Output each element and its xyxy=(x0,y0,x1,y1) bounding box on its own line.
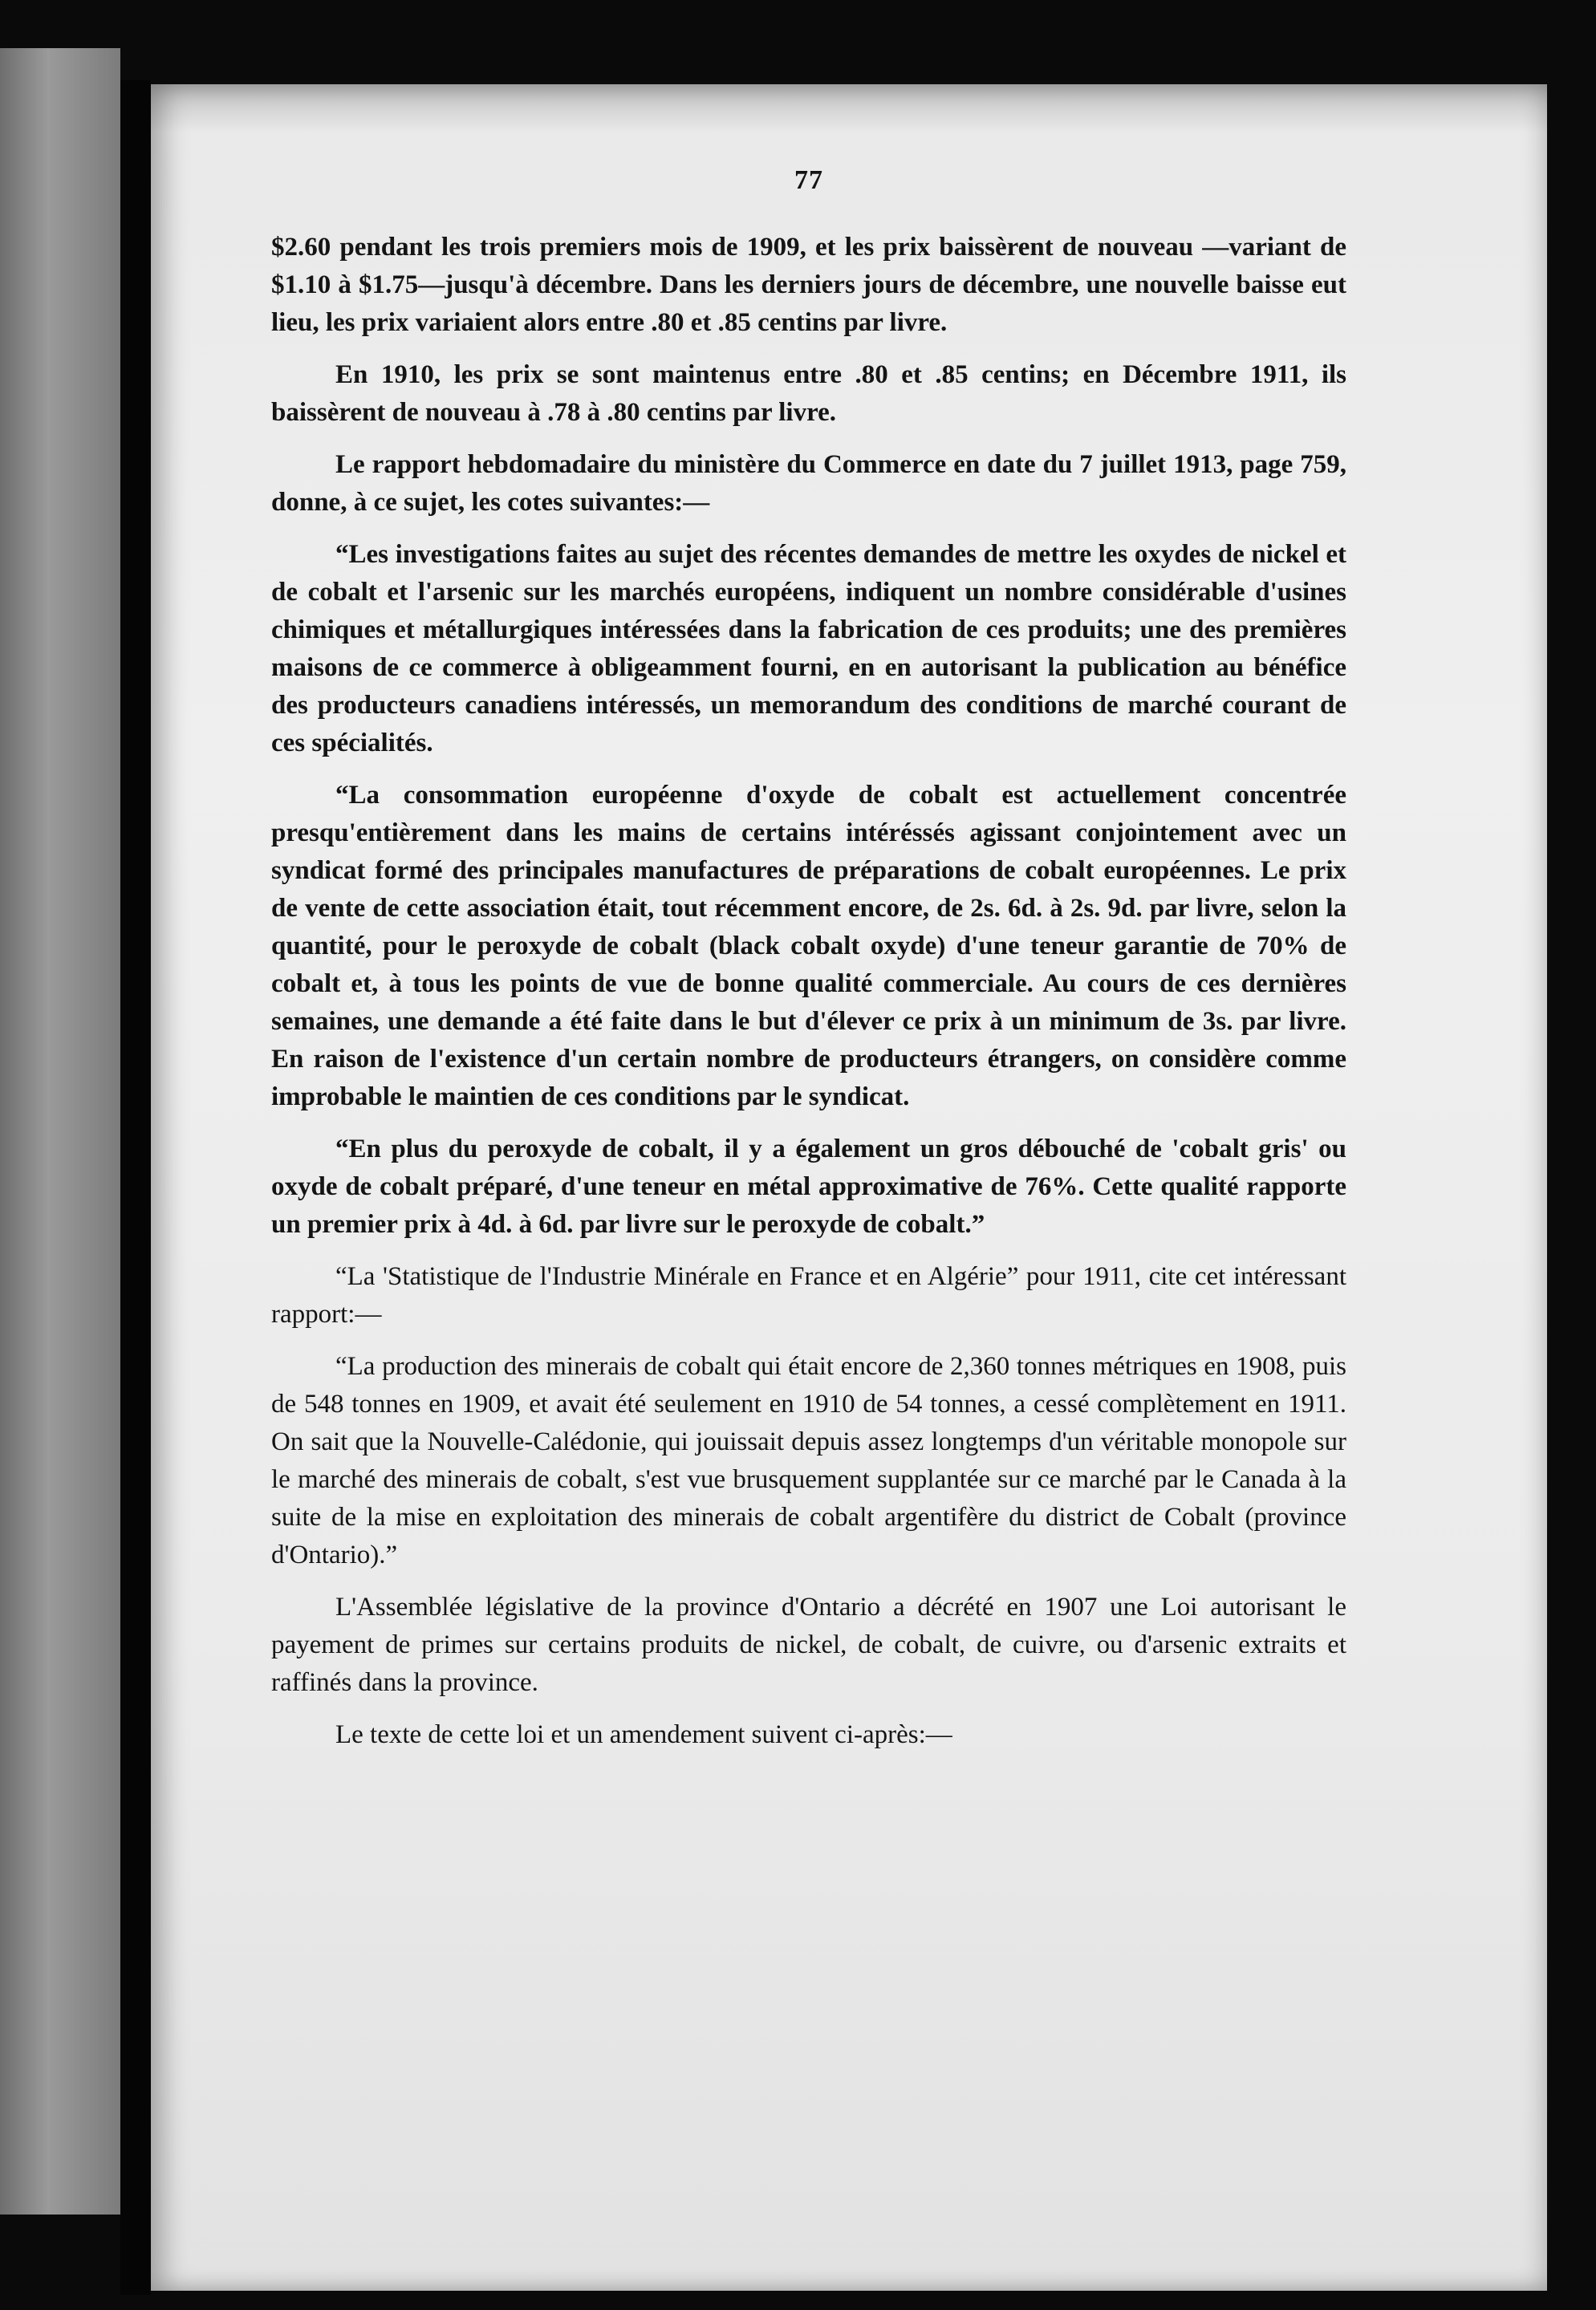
paragraph-6: “En plus du peroxyde de cobalt, il y a également un gros débouché de 'cobalt gris' ou oxyde de cobalt préparé, d'une teneur en métal approximative de 76%. Cette qualité rapporte un premier prix à 4d. à 6d. par livre sur le peroxyde de cobalt.” xyxy=(271,1135,1346,1239)
paragraph-1: $2.60 pendant les trois premiers mois de 1909, et les prix baissèrent de nouveau —variant de $1.10 à $1.75—jusqu'à décembre. Dans les derniers jours de décembre, une nouvelle baisse eut lieu, les prix variaient alors entre .80 et .85 centins par livre. xyxy=(271,233,1346,337)
paragraph-4: “Les investigations faites au sujet des récentes demandes de mettre les oxydes de nickel et de cobalt et l'arsenic sur les marchés européens, indiquent un nombre considérable d'usines chimiques et métallurgiques intéressées dans la fabrication de ces produits; une des premières maisons de ce commerce à obligeamment fourni, en en autorisant la publication au bénéfice des producteurs canadiens intéressés, un memorandum des conditions de marché courant de ces spécialités. xyxy=(271,540,1346,757)
page-number: 77 xyxy=(794,165,823,195)
paragraph-9: L'Assemblée législative de la province d'Ontario a décrété en 1907 une Loi autorisant le payement de primes sur certains produits de nickel, de cobalt, de cuivre, ou d'arsenic extraits et raffinés dans la province. xyxy=(271,1593,1346,1697)
paragraph-3: Le rapport hebdomadaire du ministère du Commerce en date du 7 juillet 1913, page 759, donne, à ce sujet, les cotes suivantes:— xyxy=(271,450,1346,517)
paragraph-10: Le texte de cette loi et un amendement suivent ci-après:— xyxy=(335,1720,952,1749)
paragraph-8: “La production des minerais de cobalt qui était encore de 2,360 tonnes métriques en 1908, puis de 548 tonnes en 1909, et avait été seulement en 1910 de 54 tonnes, a cessé complètement en 1911. On sait que la Nouvelle-Calédonie, qui jouissait depuis assez longtemps d'un véritable monopole sur le marché des minerais de cobalt, s'est vue brusquement supplantée sur ce marché par le Canada à la suite de la mise en exploitation des minerais de cobalt argentifère du district de Cobalt (province d'Ontario).” xyxy=(271,1352,1346,1569)
paragraph-5: “La consommation européenne d'oxyde de cobalt est actuellement concentrée presqu'entièrement dans les mains de certains intéréssés agissant conjointement avec un syndicat formé des principales manufactures de préparations de cobalt européennes. Le prix de vente de cette association était, tout récemment encore, de 2s. 6d. à 2s. 9d. par livre, selon la quantité, pour le peroxyde de cobalt (black cobalt oxyde) d'une teneur garantie de 70% de cobalt et, à tous les points de vue de bonne qualité commerciale. Au cours de ces dernières semaines, une demande a été faite dans le but d'élever ce prix à un minimum de 3s. par livre. En raison de l'existence d'un certain nombre de producteurs étrangers, on considère comme improbable le maintien de ces conditions par le syndicat. xyxy=(271,781,1346,1111)
document-page xyxy=(151,84,1547,2291)
page-text xyxy=(271,165,1346,1768)
page-top-shadow xyxy=(151,84,1547,132)
previous-page-strip xyxy=(0,48,120,2215)
paragraph-2: En 1910, les prix se sont maintenus entre .80 et .85 centins; en Décembre 1911, ils baissèrent de nouveau à .78 à .80 centins par livre. xyxy=(271,360,1346,427)
page-gutter xyxy=(120,80,151,2295)
paragraph-7: “La 'Statistique de l'Industrie Minérale en France et en Algérie” pour 1911, cite cet intéressant rapport:— xyxy=(271,1262,1346,1329)
